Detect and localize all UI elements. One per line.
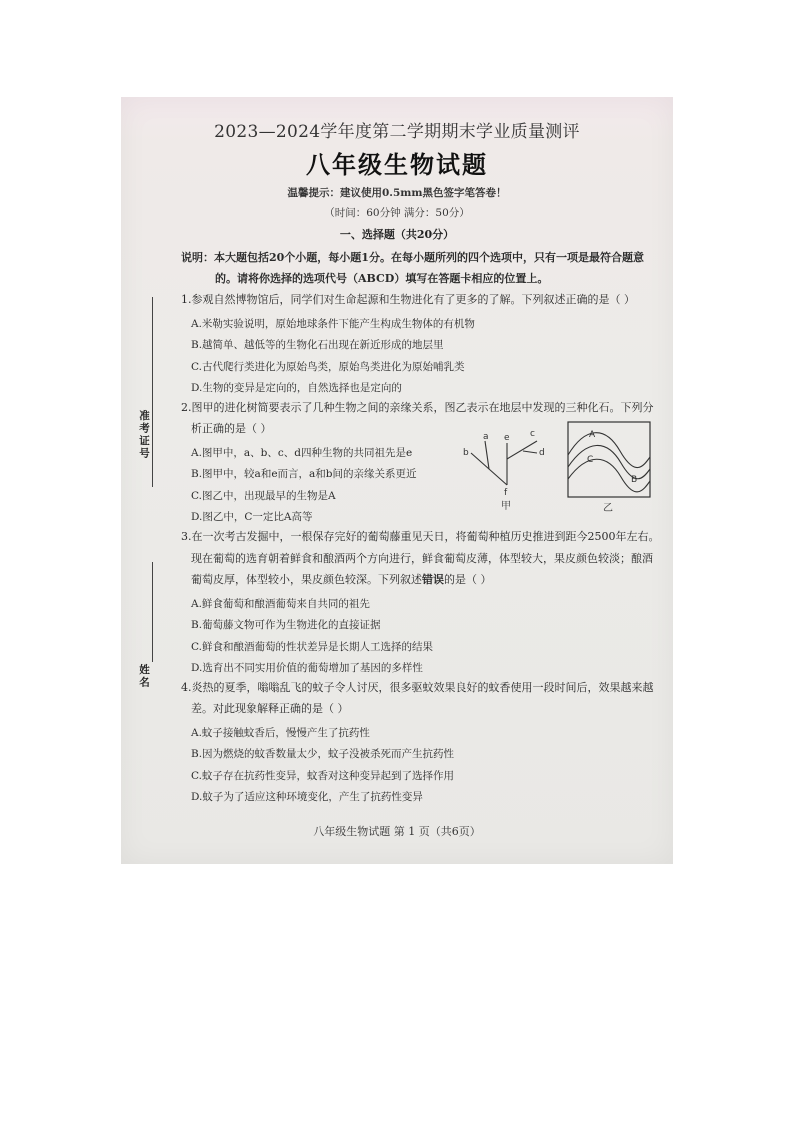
tree-label-e: e xyxy=(504,433,510,443)
exam-id-label: 准考证号 xyxy=(138,410,150,460)
time-score-info: （时间：60分钟 满分：50分） xyxy=(324,207,470,219)
q3-option-c: C.鲜食和酿酒葡萄的性状差异是长期人工选择的结果 xyxy=(191,641,433,653)
exam-term-title: 2023—2024学年度第二学期期末学业质量测评 xyxy=(214,122,580,142)
name-underline xyxy=(152,562,153,662)
q4-stem-line2: 差。对此现象解释正确的是（ ） xyxy=(191,702,349,715)
tree-label-b: b xyxy=(463,448,469,458)
rock-layers-figure xyxy=(565,419,653,517)
layer-label-a: A xyxy=(589,430,596,440)
q1-option-b: B.越简单、越低等的生物化石出现在新近形成的地层里 xyxy=(191,339,444,351)
q4-option-b: B.因为燃烧的蚊香数量太少，蚊子没被杀死而产生抗药性 xyxy=(191,748,455,760)
q2-stem-line1: 2.图甲的进化树简要表示了几种生物之间的亲缘关系，图乙表示在地层中发现的三种化石。下列分 xyxy=(181,401,654,414)
q3-option-d: D.选育出不同实用价值的葡萄增加了基因的多样性 xyxy=(191,662,423,674)
exam-id-underline xyxy=(152,297,153,487)
q3-stem-line3-text: 葡萄皮厚，体型较小，果皮颜色较深。下列叙述 xyxy=(191,573,422,586)
layer-label-c: C xyxy=(587,455,594,465)
evolution-tree-figure xyxy=(459,425,555,513)
q3-option-b: B.葡萄藤文物可作为生物进化的直接证据 xyxy=(191,619,381,631)
q3-stem-tail: 的是（ ） xyxy=(444,573,492,586)
section-note-line2: 的。请将你选择的选项代号（ABCD）填写在答题卡相应的位置上。 xyxy=(215,272,549,285)
q3-stem-line3 xyxy=(191,574,492,585)
page-footer: 八年级生物试题 第 1 页（共6页） xyxy=(313,825,481,838)
q4-option-c: C.蚊子存在抗药性变异，蚊香对这种变异起到了选择作用 xyxy=(191,770,454,782)
q2-stem-line2: 析正确的是（ ） xyxy=(191,422,272,435)
tree-label-f: f xyxy=(504,488,508,498)
layer-label-b: B xyxy=(631,475,638,485)
q1-option-a: A.米勒实验说明，原始地球条件下能产生构成生物体的有机物 xyxy=(191,318,475,330)
tree-label-c: c xyxy=(530,429,535,439)
q1-option-d: D.生物的变异是定向的，自然选择也是定向的 xyxy=(191,382,402,394)
tree-caption: 甲 xyxy=(501,501,511,512)
q3-stem-line2: 现在葡萄的选育朝着鲜食和酿酒两个方向进行，鲜食葡萄皮薄，体型较大，果皮颜色较淡；酿酒 xyxy=(191,552,653,565)
warm-tip: 温馨提示：建议使用0.5mm黑色签字笔答卷！ xyxy=(287,187,507,199)
q1-option-c: C.古代爬行类进化为原始鸟类，原始鸟类进化为原始哺乳类 xyxy=(191,361,465,373)
q1-stem: 1.参观自然博物馆后，同学们对生命起源和生物进化有了更多的了解。下列叙述正确的是（ ） xyxy=(181,293,635,306)
q2-option-a: A.图甲中，a、b、c、d四种生物的共同祖先是e xyxy=(191,447,413,459)
q2-option-b: B.图甲中，较a和e而言，a和b间的亲缘关系更近 xyxy=(191,468,417,480)
tree-label-d: d xyxy=(539,448,545,458)
q3-stem-emphasis: 错误 xyxy=(422,573,444,586)
q3-option-a: A.鲜食葡萄和酿酒葡萄来自共同的祖先 xyxy=(191,598,370,610)
q2-option-d: D.图乙中，C一定比A高等 xyxy=(191,511,313,523)
q2-option-c: C.图乙中，出现最早的生物是A xyxy=(191,490,336,502)
q3-stem-line1: 3.在一次考古发掘中，一根保存完好的葡萄藤重见天日，将葡萄种植历史推进到距今2500年左右。 xyxy=(181,530,660,543)
exam-page-photo xyxy=(121,97,673,864)
name-label: 姓名 xyxy=(138,664,150,689)
layers-caption: 乙 xyxy=(603,503,613,514)
tree-label-a: a xyxy=(483,432,489,442)
section-title: 一、选择题（共20分） xyxy=(339,228,455,241)
q4-option-a: A.蚊子接触蚊香后，慢慢产生了抗药性 xyxy=(191,727,370,739)
exam-subject-title: 八年级生物试题 xyxy=(306,150,488,179)
q4-option-d: D.蚊子为了适应这种环境变化，产生了抗药性变异 xyxy=(191,791,423,803)
section-note-line1: 说明：本大题包括20个小题，每小题1分。在每小题所列的四个选项中，只有一项是最符合题意 xyxy=(181,251,644,264)
q4-stem-line1: 4.炎热的夏季，嗡嗡乱飞的蚊子令人讨厌，很多驱蚊效果良好的蚊香使用一段时间后，效果越来越 xyxy=(181,681,654,694)
